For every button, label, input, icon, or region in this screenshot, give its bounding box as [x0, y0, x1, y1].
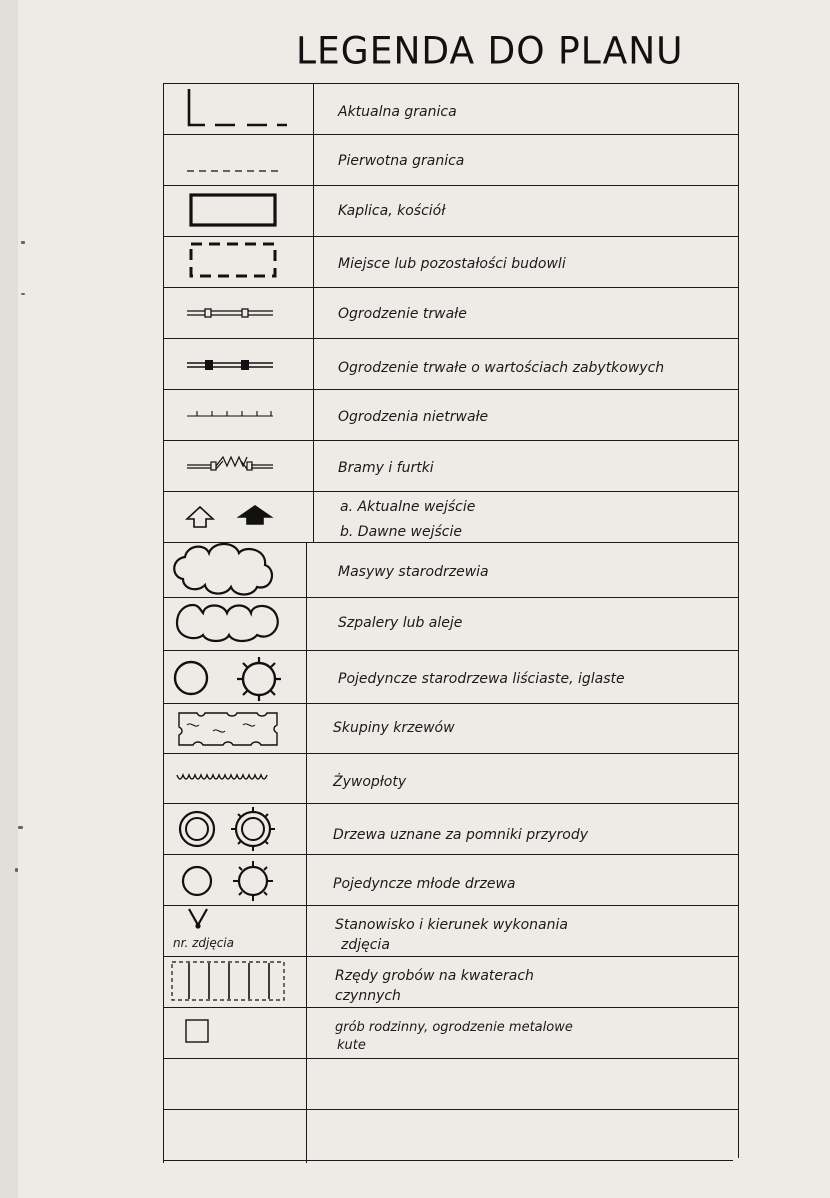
row-divider	[163, 1109, 739, 1110]
scan-speck	[18, 826, 23, 829]
shrub-groups-icon	[173, 707, 283, 751]
scan-speck	[21, 293, 25, 295]
legend-label: Żywopłoty	[333, 774, 407, 790]
row-divider	[163, 703, 739, 704]
legend-label: Skupiny krzewów	[333, 720, 455, 736]
natural-monument-trees-icon	[175, 805, 285, 853]
legend-label-a: grób rodzinny, ogrodzenie metalowe	[335, 1020, 573, 1035]
chapel-church-icon	[188, 191, 280, 231]
legend-label: Ogrodzenie trwałe	[338, 306, 467, 322]
row-divider	[163, 905, 739, 906]
grave-rows-icon	[169, 959, 289, 1005]
row-divider	[163, 753, 739, 754]
photo-position-icon	[183, 907, 223, 933]
legend-label: Aktualna granica	[338, 104, 457, 120]
legend-label: Pojedyncze starodrzewa liściaste, iglaste	[338, 671, 625, 687]
legend-label: Masywy starodrzewia	[338, 564, 489, 580]
legend-label: Miejsce lub pozostałości budowli	[338, 256, 566, 272]
legend-label-b: zdjęcia	[341, 937, 390, 953]
current-boundary-icon	[181, 87, 291, 131]
row-divider	[163, 134, 739, 135]
row-divider	[163, 185, 739, 186]
row-divider	[163, 338, 739, 339]
gates-icon	[185, 449, 277, 479]
legend-label: Kaplica, kościół	[338, 203, 446, 219]
legend-label: Ogrodzenie trwałe o wartościach zabytkowych	[338, 360, 665, 376]
legend-label-a: Rzędy grobów na kwaterach	[335, 968, 534, 984]
row-divider	[163, 803, 739, 804]
legend-label-a: Stanowisko i kierunek wykonania	[335, 917, 568, 933]
family-grave-icon	[183, 1017, 213, 1047]
temporary-fence-icon	[185, 405, 277, 421]
right-border	[738, 83, 739, 1158]
legend-label: Pierwotna granica	[338, 153, 465, 169]
row-divider	[163, 1160, 733, 1161]
left-border	[163, 83, 164, 1163]
row-divider	[163, 83, 739, 84]
permanent-fence-icon	[185, 303, 277, 323]
legend-label: Drzewa uznane za pomniki przyrody	[333, 827, 589, 843]
legend-label: Ogrodzenia nietrwałe	[338, 409, 489, 425]
young-trees-icon	[177, 859, 277, 903]
legend-label-b: b. Dawne wejście	[340, 524, 462, 540]
paper-edge	[0, 0, 18, 1198]
column-divider	[306, 543, 307, 1163]
row-divider	[163, 1007, 739, 1008]
row-divider	[163, 854, 739, 855]
scan-speck	[21, 241, 25, 244]
old-tree-stand-icon	[169, 541, 279, 599]
legend-label: Bramy i furtki	[338, 460, 434, 476]
row-divider	[163, 1058, 739, 1059]
tree-rows-icon	[173, 599, 283, 647]
row-divider	[163, 440, 739, 441]
page-title: LEGENDA DO PLANU	[296, 30, 684, 74]
row-divider	[163, 236, 739, 237]
row-divider	[163, 389, 739, 390]
row-divider	[163, 287, 739, 288]
legend-label: Pojedyncze młode drzewa	[333, 876, 516, 892]
column-divider	[313, 83, 314, 543]
hedges-icon	[175, 767, 275, 787]
original-boundary-icon	[185, 143, 285, 177]
row-divider	[163, 491, 739, 492]
row-divider	[163, 956, 739, 957]
historic-fence-icon	[185, 355, 277, 375]
photo-number-label: nr. zdjęcia	[173, 936, 234, 950]
scan-speck	[15, 868, 18, 872]
legend-table	[163, 83, 740, 1165]
legend-label-b: czynnych	[335, 988, 401, 1004]
legend-label-b: kute	[337, 1038, 366, 1053]
building-remains-icon	[188, 240, 280, 282]
legend-label-a: a. Aktualne wejście	[340, 499, 476, 515]
entrance-arrows-icon	[181, 501, 281, 531]
legend-label: Szpalery lub aleje	[338, 615, 463, 631]
row-divider	[163, 650, 739, 651]
single-old-trees-icon	[169, 655, 289, 701]
